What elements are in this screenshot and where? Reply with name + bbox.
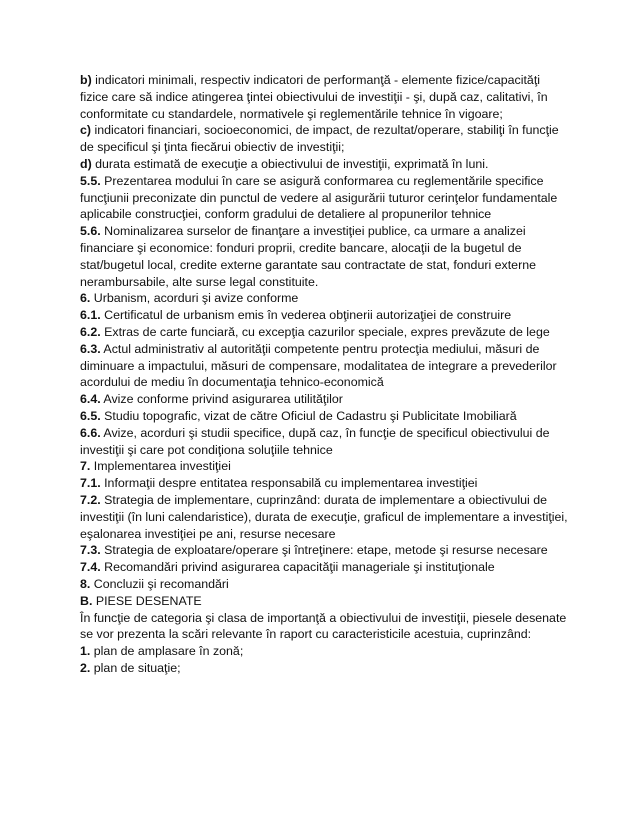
item-number: 6.6. [80, 425, 101, 440]
paragraph-5-6 [80, 223, 570, 290]
item-text: Strategia de implementare, cuprinzând: durata de implementare a obiectivului de investiţii (în luni calendaristice), durata de execuţie, graficul de implementare a investiţiei, eşalonarea investiţiei pe ani, resurse necesare [80, 492, 568, 541]
item-number: 2. [80, 660, 91, 675]
item-text: durata estimată de execuţie a obiectivului de investiţii, exprimată în luni. [91, 156, 489, 171]
item-text: Strategia de exploatare/operare şi întreţinere: etape, metode şi resurse necesare [100, 543, 548, 558]
item-number: 5.6. [80, 224, 101, 239]
item-text: Informaţii despre entitatea responsabilă cu implementarea investiţiei [100, 476, 478, 491]
paragraph-6-6 [80, 425, 570, 459]
item-text: Certificatul de urbanism emis în vederea obţinerii autorizaţiei de construire [100, 308, 512, 323]
item-text: Prezentarea modului în care se asigură conformarea cu reglementările specifice funcţiunii preconizate din punctul de vedere al asigurării tuturor cerinţelor fundamentale aplicabile construcţiei, conform gradului de detaliere al propunerilor tehnice [80, 173, 558, 222]
item-text: Implementarea investiţiei [90, 459, 231, 474]
section-heading-6 [80, 290, 570, 307]
paragraph-6-3 [80, 341, 570, 391]
item-text: Avize conforme privind asigurarea utilităţilor [100, 392, 343, 407]
item-number: 7.4. [80, 560, 101, 575]
item-text: plan de amplasare în zonă; [90, 644, 244, 659]
item-text: indicatori financiari, socioeconomici, de impact, de rezultat/operare, stabiliţi în funcţie de specificul şi ţinta fiecărui obiectiv de investiţii; [80, 123, 559, 155]
section-heading-7 [80, 458, 570, 475]
item-number: 7.1. [80, 476, 101, 491]
item-number: B. [80, 593, 93, 608]
item-number: 7.3. [80, 543, 101, 558]
item-text: Urbanism, acorduri şi avize conforme [90, 291, 299, 306]
paragraph-d [80, 156, 570, 173]
item-number: 6.5. [80, 408, 101, 423]
item-number: 6.2. [80, 324, 101, 339]
paragraph-6-1 [80, 307, 570, 324]
paragraph-intro-drawings [80, 610, 570, 644]
paragraph-6-5 [80, 408, 570, 425]
paragraph-5-5 [80, 173, 570, 223]
item-number: d) [80, 156, 92, 171]
item-number: 6.1. [80, 308, 101, 323]
item-text: Studiu topografic, vizat de către Oficiul de Cadastru şi Publicitate Imobiliară [100, 408, 517, 423]
document-page [80, 72, 570, 677]
item-number: 8. [80, 576, 91, 591]
paragraph-7-2 [80, 492, 570, 542]
paragraph-6-4 [80, 391, 570, 408]
item-text: Extras de carte funciară, cu excepţia cazurilor speciale, expres prevăzute de lege [100, 324, 550, 339]
paragraph-c [80, 122, 570, 156]
item-text: Nominalizarea surselor de finanţare a investiţiei publice, ca urmare a analizei financiare şi economice: fonduri proprii, credite bancare, alocaţii de la bugetul de stat/bugetul local, credite externe garantate sau contractate de stat, fonduri externe nerambursabile, alte surse legal constituite. [80, 224, 536, 289]
item-number: 5.5. [80, 173, 101, 188]
item-number: 6. [80, 291, 91, 306]
paragraph-7-4 [80, 559, 570, 576]
paragraph-6-2 [80, 324, 570, 341]
paragraph-7-1 [80, 475, 570, 492]
paragraph-drawing-1 [80, 643, 570, 660]
item-number: 1. [80, 644, 91, 659]
item-text: plan de situaţie; [90, 660, 181, 675]
item-text: Actul administrativ al autorităţii competente pentru protecţia mediului, măsuri de diminuare a impactului, măsuri de compensare, modalitatea de integrare a prevederilor acordului de mediu în documentaţia tehnico-economică [80, 341, 557, 390]
paragraph-b [80, 72, 570, 122]
item-number: 6.3. [80, 341, 101, 356]
item-text: În funcţie de categoria şi clasa de importanţă a obiectivului de investiţii, piesele desenate se vor prezenta la scări relevante în raport cu caracteristicile acestuia, cuprinzând: [80, 610, 567, 642]
item-number: 6.4. [80, 392, 101, 407]
item-number: b) [80, 73, 92, 87]
item-number: 7.2. [80, 492, 101, 507]
item-text: Concluzii şi recomandări [90, 576, 229, 591]
item-text: PIESE DESENATE [92, 593, 202, 608]
item-text: Avize, acorduri şi studii specifice, după caz, în funcţie de specificul obiectivului de investiţii şi care pot condiţiona soluţiile tehnice [80, 425, 550, 457]
paragraph-7-3 [80, 542, 570, 559]
item-number: c) [80, 123, 92, 138]
item-text: indicatori minimali, respectiv indicatori de performanţă - elemente fizice/capacităţi fizice care să indice atingerea ţintei obiectivului de investiţii - şi, după caz, calitativi, în conformitate cu standardele, normativele şi reglementările tehnice în vigoare; [80, 73, 548, 121]
section-heading-8 [80, 576, 570, 593]
item-number: 7. [80, 459, 91, 474]
paragraph-drawing-2 [80, 660, 570, 677]
section-heading-b [80, 593, 570, 610]
item-text: Recomandări privind asigurarea capacităţii manageriale şi instituţionale [100, 560, 495, 575]
